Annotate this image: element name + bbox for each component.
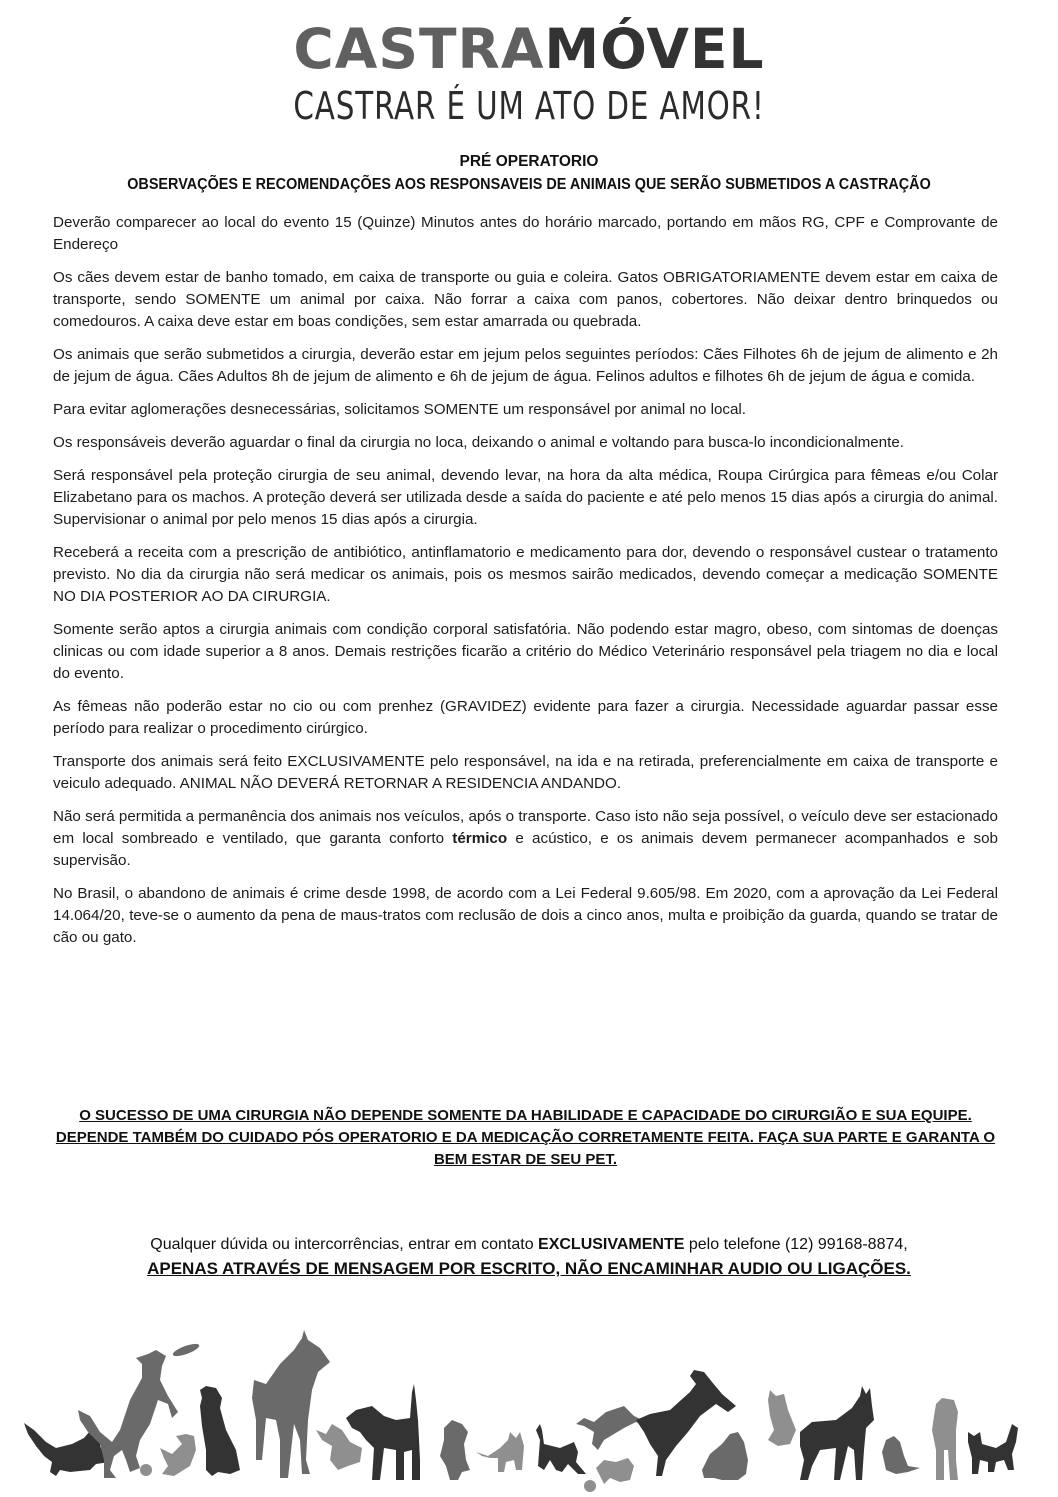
- section-title: PRÉ OPERATORIO: [459, 153, 599, 170]
- paragraph-surgical-protection: Será responsável pela proteção cirurgia de seu animal, devendo levar, na hora da alta médica, Roupa Cirúrgica para fêmeas e/ou Colar Elizabetano para os machos. A proteção deverá ser utilizada desde a saída do paciente e até pelo menos 15 dias após a cirurgia do animal. Supervisionar o animal por pelo menos 15 dias após a cirurgia.: [53, 467, 998, 528]
- paragraph-vehicles-text-b: e acústico, e os animais devem permanecer acompanhados e sob supervisão.: [53, 830, 998, 869]
- paragraph-law: No Brasil, o abandono de animais é crime desde 1998, de acordo com a Lei Federal 9.605/98. Em 2020, com a aprovação da Lei Federal 14.064/20, teve-se o aumento da pena de maus-tratos com reclusão de dois a cinco anos, multa e proibição da guarda, quando se tratar de cão ou gato.: [53, 885, 998, 946]
- cat-tail-up-silhouette: [968, 1424, 1018, 1474]
- paragraph-wait-surgery: Os responsáveis deverão aguardar o final da cirurgia no loca, deixando o animal e voltando para busca-lo incondicionalmente.: [53, 434, 905, 451]
- dog-playing-silhouette: [140, 1434, 196, 1476]
- success-notice: O SUCESSO DE UMA CIRURGIA NÃO DEPENDE SOMENTE DA HABILIDADE E CAPACIDADE DO CIRURGIÃO E SUA EQUIPE. DEPENDE TAMBÉM DO CUIDADO PÓS OPERATORIO E DA MEDICAÇÃO CORRETAMENTE FEITA. FAÇA SUA PARTE E GARANTA O BEM ESTAR DE SEU PET.: [55, 1107, 996, 1168]
- cat-sitting-small-silhouette: [882, 1436, 920, 1474]
- paragraph-vehicles-bold: térmico: [452, 830, 508, 847]
- tagline: CASTRAR É UM ATO DE AMOR!: [293, 84, 765, 128]
- paragraph-vehicles-text-a: Não será permitida a permanência dos animais nos veículos, após o transporte. Caso isto não seja possível, o veículo deve ser estacionado em local sombreado e ventilado, que garanta conforto: [53, 808, 998, 847]
- cat-standing-silhouette: [476, 1432, 524, 1472]
- section-subtitle: OBSERVAÇÕES E RECOMENDAÇÕES AOS RESPONSAVEIS DE ANIMAIS QUE SERÃO SUBMETIDOS A CASTRAÇÃO: [127, 176, 931, 193]
- dog-pointer-silhouette: [346, 1384, 420, 1480]
- contact-prefix: Qualquer dúvida ou intercorrências, entrar em contato: [150, 1236, 539, 1253]
- contact-middle: pelo telefone: [684, 1236, 785, 1253]
- paragraph-one-responsible: Para evitar aglomerações desnecessárias, solicitamos SOMENTE um responsável por animal no local.: [53, 401, 747, 418]
- brand-name-part-movel: MÓVEL: [544, 17, 765, 81]
- dog-doberman-silhouette: [800, 1386, 874, 1480]
- contact-line: [40, 1233, 1018, 1257]
- brand-logo: [0, 18, 1058, 80]
- paragraph-females: As fêmeas não poderão estar no cio ou com prenhez (GRAVIDEZ) evidente para fazer a cirurgia. Necessidade aguardar passar esse período para realizar o procedimento cirúrgico.: [53, 698, 998, 737]
- paragraph-eligibility: Somente serão aptos a cirurgia animais com condição corporal satisfatória. Não podendo estar magro, obeso, com sintomas de doenças clinicas ou com idade superior a 8 anos. Demais restrições ficarão a critério do Médico Veterinário responsável pela triagem no dia e local do evento.: [53, 621, 998, 682]
- paragraph-prescription: Receberá a receita com a prescrição de antibiótico, antinflamatorio e medicamento para dor, devendo o responsável custear o tratamento previsto. No dia da cirurgia não será medicar os animais, pois os mesmos sairão medicados, devendo começar a medicação SOMENTE NO DIA POSTERIOR AO DA CIRURGIA.: [53, 544, 998, 605]
- paragraph-arrival: Deverão comparecer ao local do evento 15 (Quinze) Minutos antes do horário marcado, portando em mãos RG, CPF e Comprovante de Endereço: [53, 214, 998, 253]
- animal-silhouettes-svg: [0, 1320, 1058, 1497]
- contact-suffix: ,: [903, 1236, 908, 1253]
- brand-name-part-castra: CASTRA: [293, 17, 545, 81]
- cat-sitting-silhouette: [768, 1390, 796, 1446]
- dog-sitting-silhouette: [200, 1386, 240, 1476]
- paragraph-transport: Transporte dos animais será feito EXCLUSIVAMENTE pelo responsável, na ida e na retirada, preferencialmente em caixa de transporte e veiculo adequado. ANIMAL NÃO DEVERÁ RETORNAR A RESIDENCIA ANDANDO.: [53, 753, 998, 792]
- puppy-silhouette: [584, 1458, 634, 1492]
- instructions-body: [53, 212, 998, 960]
- contact-emphasis: EXCLUSIVAMENTE: [538, 1236, 685, 1253]
- contact-phone: (12) 99168-8874: [784, 1236, 904, 1253]
- dog-seated-silhouette: [440, 1420, 470, 1480]
- dog-basset-silhouette: [702, 1432, 748, 1480]
- dog-standing-light-silhouette: [932, 1398, 958, 1480]
- paragraph-fasting: Os animais que serão submetidos a cirurgia, deverão estar em jejum pelos seguintes períodos: Cães Filhotes 6h de jejum de alimento e 2h de jejum de água. Cães Adultos 8h de jejum de alimento e 6h de jejum de água. Felinos adultos e filhotes 6h de jejum de água e comida.: [53, 346, 998, 385]
- cat-walking-silhouette: [536, 1424, 586, 1474]
- cat-playing-silhouette: [316, 1424, 362, 1470]
- animal-silhouettes-banner: [0, 1320, 1058, 1497]
- paragraph-vehicles: [53, 806, 998, 872]
- paragraph-transport-box: Os cães devem estar de banho tomado, em caixa de transporte ou guia e coleira. Gatos OBRIGATORIAMENTE devem estar em caixa de transporte, sendo SOMENTE um animal por caixa. Não forrar a caixa com panos, cobertores. Não deixar dentro brinquedos ou comedouros. A caixa deve estar em boas condições, sem estar amarrada ou quebrada.: [53, 269, 998, 330]
- dog-standing-great-dane-silhouette: [252, 1330, 330, 1478]
- contact-info: [40, 1233, 1018, 1281]
- contact-warning: APENAS ATRAVÉS DE MENSAGEM POR ESCRITO, NÃO ENCAMINHAR AUDIO OU LIGAÇÕES.: [147, 1259, 911, 1278]
